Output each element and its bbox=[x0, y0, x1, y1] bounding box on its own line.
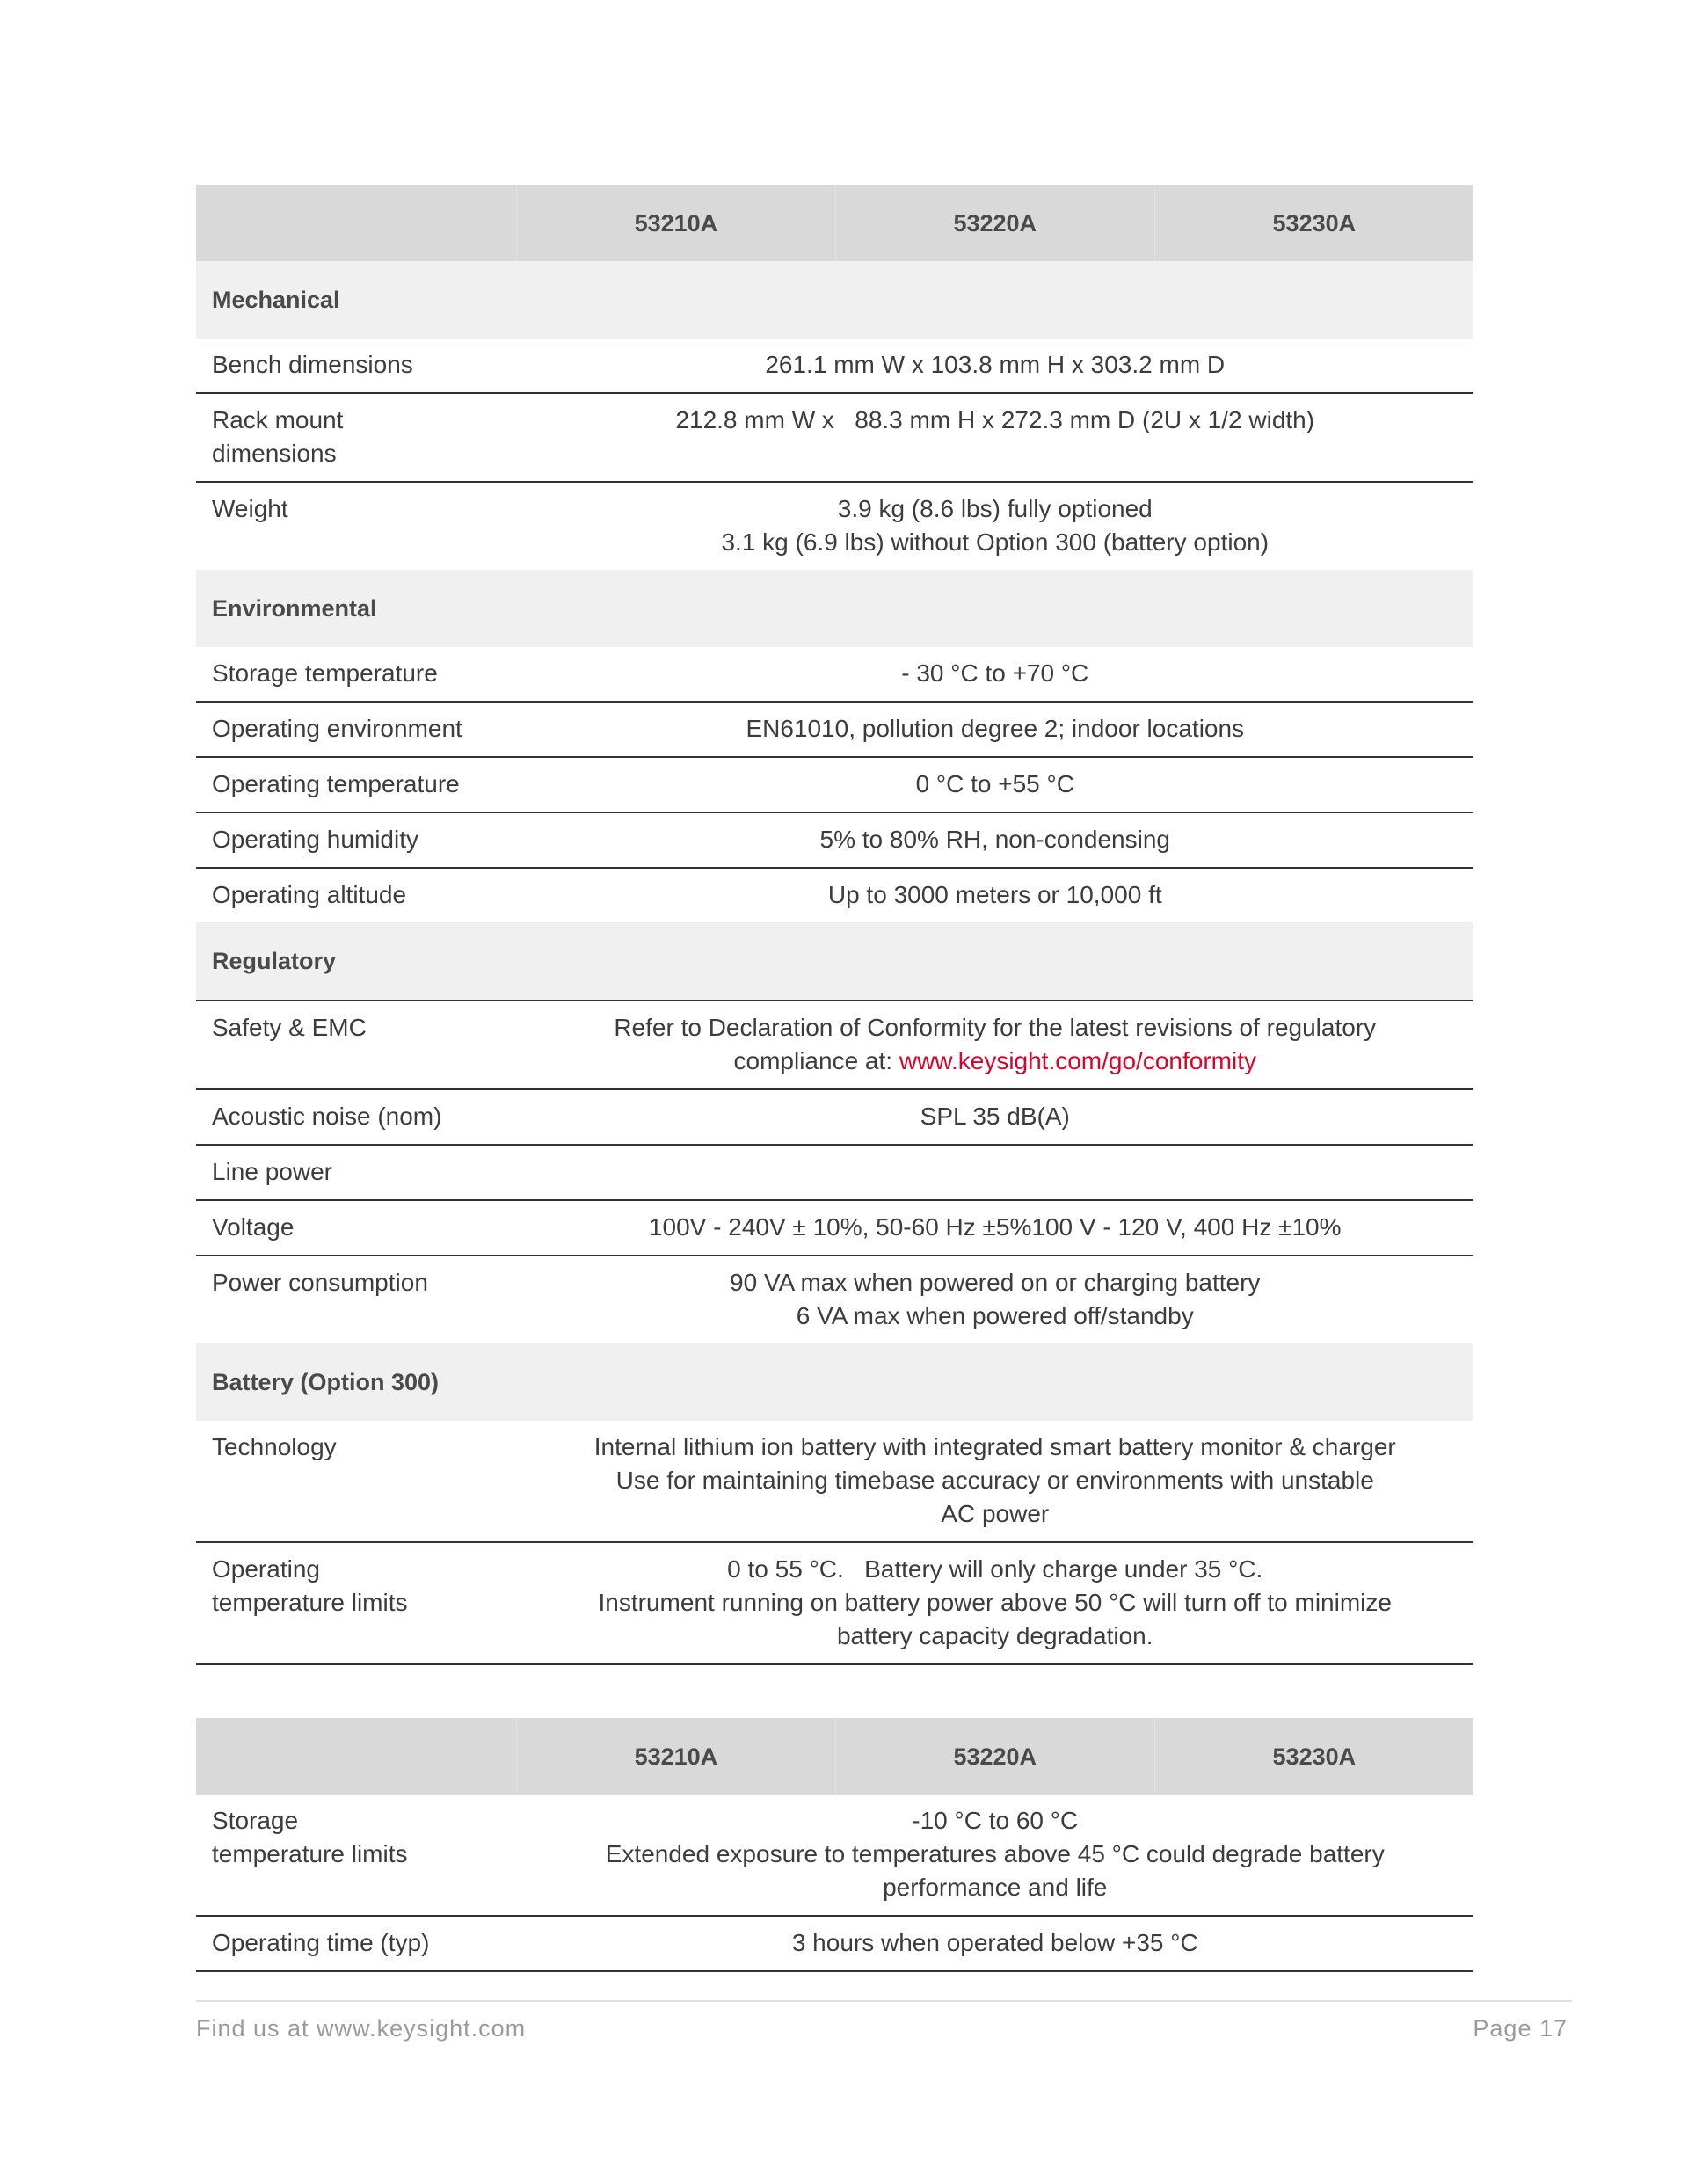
header-53230a: 53230A bbox=[1154, 185, 1473, 261]
specifications-table bbox=[196, 185, 1473, 1665]
header-53220a: 53220A bbox=[835, 185, 1154, 261]
row-value: - 30 °C to +70 °C bbox=[901, 659, 1089, 687]
value-line: performance and life bbox=[883, 1874, 1108, 1901]
table-row bbox=[196, 1001, 1473, 1089]
header-53220a: 53220A bbox=[835, 1718, 1154, 1795]
section-environmental bbox=[196, 570, 1473, 647]
value-line: 6 VA max when powered off/standby bbox=[796, 1302, 1194, 1329]
row-value bbox=[517, 393, 1474, 482]
table-row bbox=[196, 647, 1473, 702]
value-line: Instrument running on battery power above 50 °C will turn off to minimize bbox=[598, 1589, 1392, 1616]
row-label: Operating time (typ) bbox=[196, 1916, 517, 1971]
row-label bbox=[196, 1542, 517, 1664]
row-value bbox=[517, 482, 1474, 570]
table-row bbox=[196, 1145, 1473, 1200]
section-battery bbox=[196, 1343, 1473, 1421]
value-line: battery capacity degradation. bbox=[836, 1622, 1153, 1649]
value-text: compliance at: bbox=[733, 1047, 899, 1074]
header-cell-empty bbox=[196, 185, 517, 261]
row-label: Weight bbox=[196, 482, 517, 570]
value-line: Use for maintaining timebase accuracy or environments with unstable bbox=[615, 1467, 1374, 1494]
row-value: 0 °C to +55 °C bbox=[517, 757, 1474, 812]
row-label: Technology bbox=[212, 1433, 337, 1460]
value-line: Extended exposure to temperatures above 45 °C could degrade battery bbox=[605, 1840, 1385, 1867]
table-row bbox=[196, 702, 1473, 757]
row-value: 5% to 80% RH, non-condensing bbox=[517, 812, 1474, 868]
label-line: temperature limits bbox=[212, 1840, 408, 1867]
table-header-row bbox=[196, 1718, 1473, 1795]
label-line: Rack mount bbox=[212, 406, 344, 433]
table-row bbox=[196, 1916, 1473, 1971]
label-line: Operating bbox=[212, 1555, 320, 1583]
header-53210a: 53210A bbox=[517, 1718, 836, 1795]
value-line bbox=[533, 1045, 1459, 1078]
row-label: Bench dimensions bbox=[212, 351, 413, 378]
row-label: Operating environment bbox=[196, 702, 517, 757]
table-row bbox=[196, 868, 1473, 922]
row-label bbox=[196, 393, 517, 482]
table-row bbox=[196, 1089, 1473, 1145]
row-label: Storage temperature bbox=[212, 659, 438, 687]
row-value bbox=[517, 1795, 1474, 1916]
section-regulatory bbox=[196, 922, 1473, 1001]
footer-website: Find us at www.keysight.com bbox=[196, 2015, 527, 2042]
value-line: Internal lithium ion battery with integrated smart battery monitor & charger bbox=[593, 1433, 1396, 1460]
label-line: temperature limits bbox=[212, 1589, 408, 1616]
header-cell-empty bbox=[196, 1718, 517, 1795]
row-label: Operating altitude bbox=[196, 868, 517, 922]
table-row bbox=[196, 757, 1473, 812]
table-row bbox=[196, 1421, 1473, 1542]
value-line: -10 °C to 60 °C bbox=[912, 1807, 1079, 1834]
value-line: Refer to Declaration of Conformity for the latest revisions of regulatory bbox=[614, 1014, 1377, 1041]
footer-divider bbox=[196, 2000, 1572, 2002]
row-label: Line power bbox=[196, 1145, 517, 1200]
row-value bbox=[517, 1001, 1474, 1089]
row-label: Operating temperature bbox=[196, 757, 517, 812]
table-row bbox=[196, 393, 1473, 482]
table-row bbox=[196, 812, 1473, 868]
row-value: SPL 35 dB(A) bbox=[517, 1089, 1474, 1145]
table-row bbox=[196, 1256, 1473, 1343]
row-value-empty bbox=[517, 1145, 1474, 1200]
row-label: Safety & EMC bbox=[212, 1014, 367, 1041]
table-row bbox=[196, 339, 1473, 393]
row-label bbox=[196, 1795, 517, 1916]
label-line: dimensions bbox=[212, 440, 337, 467]
row-label: Power consumption bbox=[196, 1256, 517, 1343]
row-value: EN61010, pollution degree 2; indoor locations bbox=[517, 702, 1474, 757]
conformity-link[interactable]: www.keysight.com/go/conformity bbox=[899, 1047, 1256, 1074]
row-value: Up to 3000 meters or 10,000 ft bbox=[517, 868, 1474, 922]
section-title: Mechanical bbox=[196, 261, 1473, 339]
header-53230a: 53230A bbox=[1154, 1718, 1473, 1795]
label-line: Storage bbox=[212, 1807, 299, 1834]
value-line: 3.1 kg (6.9 lbs) without Option 300 (battery option) bbox=[721, 528, 1270, 556]
section-title: Environmental bbox=[196, 570, 1473, 647]
section-mechanical bbox=[196, 261, 1473, 339]
row-label: Acoustic noise (nom) bbox=[196, 1089, 517, 1145]
page-number: Page 17 bbox=[1473, 2015, 1568, 2042]
table-row bbox=[196, 482, 1473, 570]
value-line: 3.9 kg (8.6 lbs) fully optioned bbox=[837, 495, 1153, 522]
section-title: Battery (Option 300) bbox=[196, 1343, 1473, 1421]
table-row bbox=[196, 1200, 1473, 1256]
row-value: 100V - 240V ± 10%, 50-60 Hz ±5%100 V - 120 V, 400 Hz ±10% bbox=[517, 1200, 1474, 1256]
value-line: AC power bbox=[941, 1500, 1050, 1527]
row-value bbox=[517, 1542, 1474, 1664]
row-value: 3 hours when operated below +35 °C bbox=[517, 1916, 1474, 1971]
value-line: 0 to 55 °C. Battery will only charge under 35 °C. bbox=[727, 1555, 1263, 1583]
row-label: Operating humidity bbox=[196, 812, 517, 868]
value-text: 212.8 mm W x 88.3 mm H x 272.3 mm D (2U x 1/2 width) bbox=[675, 406, 1315, 433]
table-header-row bbox=[196, 185, 1473, 261]
header-53210a: 53210A bbox=[517, 185, 836, 261]
value-line: 90 VA max when powered on or charging battery bbox=[730, 1269, 1261, 1296]
row-value: 261.1 mm W x 103.8 mm H x 303.2 mm D bbox=[765, 351, 1226, 378]
row-label: Voltage bbox=[196, 1200, 517, 1256]
section-title: Regulatory bbox=[196, 922, 1473, 1001]
battery-specifications-table bbox=[196, 1718, 1473, 1972]
row-value bbox=[517, 1421, 1474, 1542]
table-row bbox=[196, 1795, 1473, 1916]
table-row bbox=[196, 1542, 1473, 1664]
row-value bbox=[517, 1256, 1474, 1343]
